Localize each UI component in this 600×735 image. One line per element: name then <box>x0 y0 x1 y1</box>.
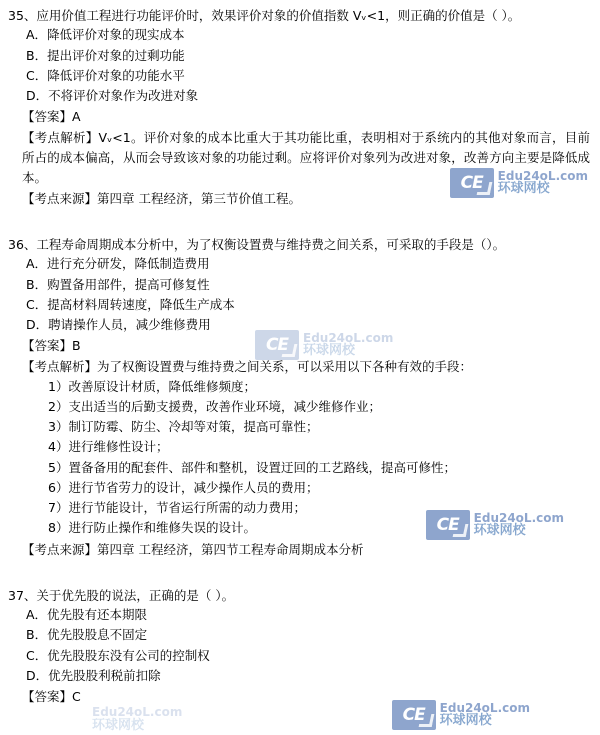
answer-line: 【答案】A <box>22 109 81 125</box>
analysis-label: 【考点解析】 <box>22 129 99 145</box>
watermark-brand: 环球网校 <box>473 523 526 539</box>
option-d[interactable]: D．优先股股利税前扣除 <box>26 667 161 683</box>
question-stem <box>8 6 590 25</box>
question-stem <box>8 235 590 254</box>
sub-item: 6）进行节省劳力的设计，减少操作人员的费用； <box>48 479 319 495</box>
answer-line: 【答案】C <box>22 689 81 705</box>
watermark-url: Edu24oL.com <box>497 168 588 183</box>
answer-line: 【答案】B <box>22 338 81 354</box>
option-b[interactable]: B．购置备用部件，提高可修复性 <box>26 276 210 292</box>
option-d[interactable]: D．聘请操作人员，减少维修费用 <box>26 317 211 332</box>
analysis-text: Vᵥ<1。评价对象的成本比重大于其功能比重，表明相对于系统内的其他对象而言，目前所占的成本偏高，从而会导致该对象的功能过剩。应将评价对象列为改进对象，改善方向主要是降低成本。 <box>22 129 590 185</box>
analysis-block <box>8 357 590 377</box>
option-d[interactable]: D．不将评价对象作为改进对象 <box>26 88 199 104</box>
sub-item: 3）制订防霉、防尘、冷却等对策，提高可靠性； <box>48 419 319 434</box>
watermark-url: Edu24oL.com <box>92 705 183 719</box>
watermark-logo <box>92 706 182 732</box>
watermark-brand: 环球网校 <box>497 181 550 197</box>
watermark-text <box>92 706 182 732</box>
watermark-brand: 环球网校 <box>92 717 145 733</box>
ce-logo-icon: CE <box>450 168 494 198</box>
question-number: 37、 <box>8 587 37 603</box>
sub-item: 4）进行维修性设计； <box>48 439 169 455</box>
option-b[interactable]: B．优先股股息不固定 <box>26 627 148 643</box>
source-line: 【考点来源】第四章 工程经济，第三节价值工程。 <box>22 190 301 206</box>
sub-item: 7）进行节能设计，节省运行所需的动力费用； <box>48 500 306 515</box>
option-a[interactable]: A．降低评价对象的现实成本 <box>26 27 185 43</box>
analysis-label: 【考点解析】 <box>22 358 98 374</box>
analysis-text: 为了权衡设置费与维持费之间关系，可以采用以下各种有效的手段： <box>97 358 473 374</box>
question-block <box>8 6 590 209</box>
question-number: 36、 <box>8 236 37 252</box>
question-block <box>8 586 590 708</box>
ce-logo-icon: CE <box>392 700 436 730</box>
sub-item: 1）改善原设计材质，降低维修频度； <box>48 378 256 394</box>
sub-item: 5）置备备用的配套件、部件和整机，设置迂回的工艺路线，提高可修性； <box>48 459 456 475</box>
analysis-block <box>8 128 590 188</box>
question-text: 工程寿命周期成本分析中，为了权衡设置费与维持费之间关系，可采取的手段是（）。 <box>36 236 506 252</box>
watermark-url: Edu24oL.com <box>439 700 530 715</box>
watermark-brand: 环球网校 <box>303 343 356 359</box>
option-a[interactable]: A．优先股有还本期限 <box>26 607 148 623</box>
question-number: 35、 <box>8 8 37 23</box>
option-c[interactable]: C．降低评价对象的功能水平 <box>26 67 185 83</box>
watermark-url: Edu24oL.com <box>303 330 394 345</box>
spacer <box>8 215 590 235</box>
sub-item: 2）支出适当的后勤支援费，改善作业环境，减少维修作业； <box>48 398 381 414</box>
question-text: 关于优先股的说法，正确的是（ ）。 <box>36 587 235 603</box>
question-text: 应用价值工程进行功能评价时，效果评价对象的价值指数 Vᵥ<1，则正确的价值是（ ）。 <box>36 8 521 23</box>
option-a[interactable]: A．进行充分研发，降低制造费用 <box>26 256 210 272</box>
option-c[interactable]: C．提高材料周转速度，降低生产成本 <box>26 296 235 312</box>
option-c[interactable]: C．优先股股东没有公司的控制权 <box>26 647 210 663</box>
sub-item: 8）进行防止操作和维修失误的设计。 <box>48 520 256 536</box>
question-stem <box>8 586 590 605</box>
watermark-brand: 环球网校 <box>439 713 492 729</box>
ce-logo-icon: CE <box>426 510 470 540</box>
watermark-url: Edu24oL.com <box>473 510 564 525</box>
option-b[interactable]: B．提出评价对象的过剩功能 <box>26 47 185 63</box>
source-line: 【考点来源】第四章 工程经济，第四节工程寿命周期成本分析 <box>22 541 364 557</box>
question-block <box>8 235 590 560</box>
spacer <box>8 566 590 586</box>
ce-logo-icon: CE <box>255 330 299 360</box>
